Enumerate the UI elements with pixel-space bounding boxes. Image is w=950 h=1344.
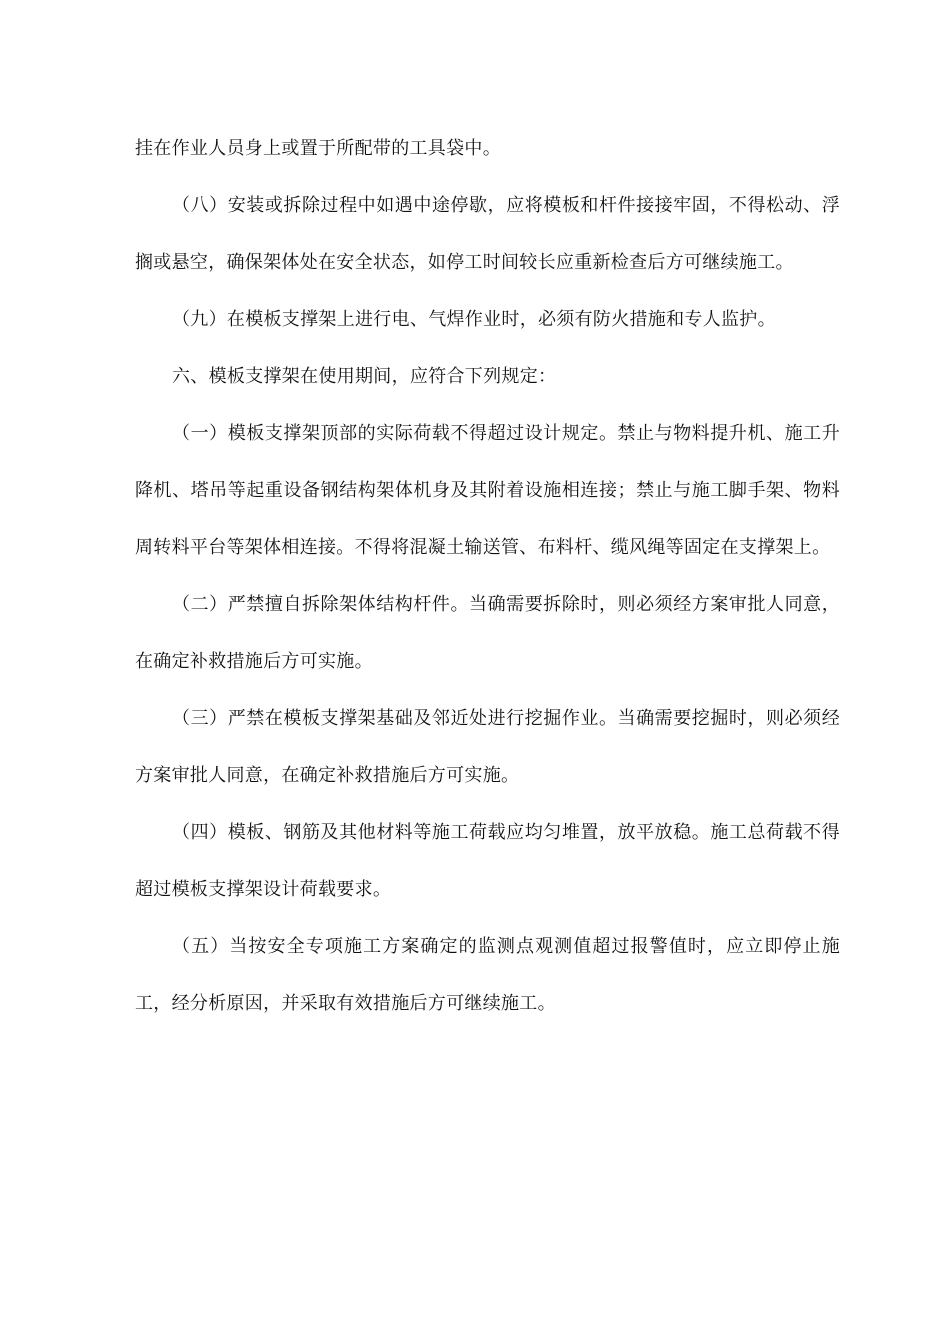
section-heading-6: 六、模板支撑架在使用期间，应符合下列规定： bbox=[172, 366, 557, 387]
paragraph-continuation: 挂在作业人员身上或置于所配带的工具袋中。 bbox=[135, 138, 501, 159]
paragraph-rule-5: （五）当按安全专项施工方案确定的监测点观测值超过报警值时，应立即停止施工，经分析原因，并采取有效措施后方可继续施工。 bbox=[135, 936, 840, 1014]
paragraph-rule-2: （二）严禁擅自拆除架体结构杆件。当确需要拆除时，则必须经方案审批人同意，在确定补救措施后方可实施。 bbox=[135, 594, 840, 672]
paragraph-item-8: （八）安装或拆除过程中如遇中途停歇，应将模板和杆件接接牢固，不得松动、浮搁或悬空，确保架体处在安全状态，如停工时间较长应重新检查后方可继续施工。 bbox=[135, 195, 840, 273]
document-body bbox=[135, 120, 840, 1032]
paragraph-rule-3: （三）严禁在模板支撑架基础及邻近处进行挖掘作业。当确需要挖掘时，则必须经方案审批人同意，在确定补救措施后方可实施。 bbox=[135, 708, 840, 786]
paragraph-rule-1: （一）模板支撑架顶部的实际荷载不得超过设计规定。禁止与物料提升机、施工升降机、塔吊等起重设备钢结构架体机身及其附着设施相连接；禁止与施工脚手架、物料周转料平台等架体相连接。不得将混凝土输送管、布料杆、缆风绳等固定在支撑架上。 bbox=[135, 423, 840, 558]
paragraph-rule-4: （四）模板、钢筋及其他材料等施工荷载应均匀堆置，放平放稳。施工总荷载不得超过模板支撑架设计荷载要求。 bbox=[135, 822, 840, 900]
paragraph-item-9: （九）在模板支撑架上进行电、气焊作业时，必须有防火措施和专人监护。 bbox=[172, 309, 776, 330]
